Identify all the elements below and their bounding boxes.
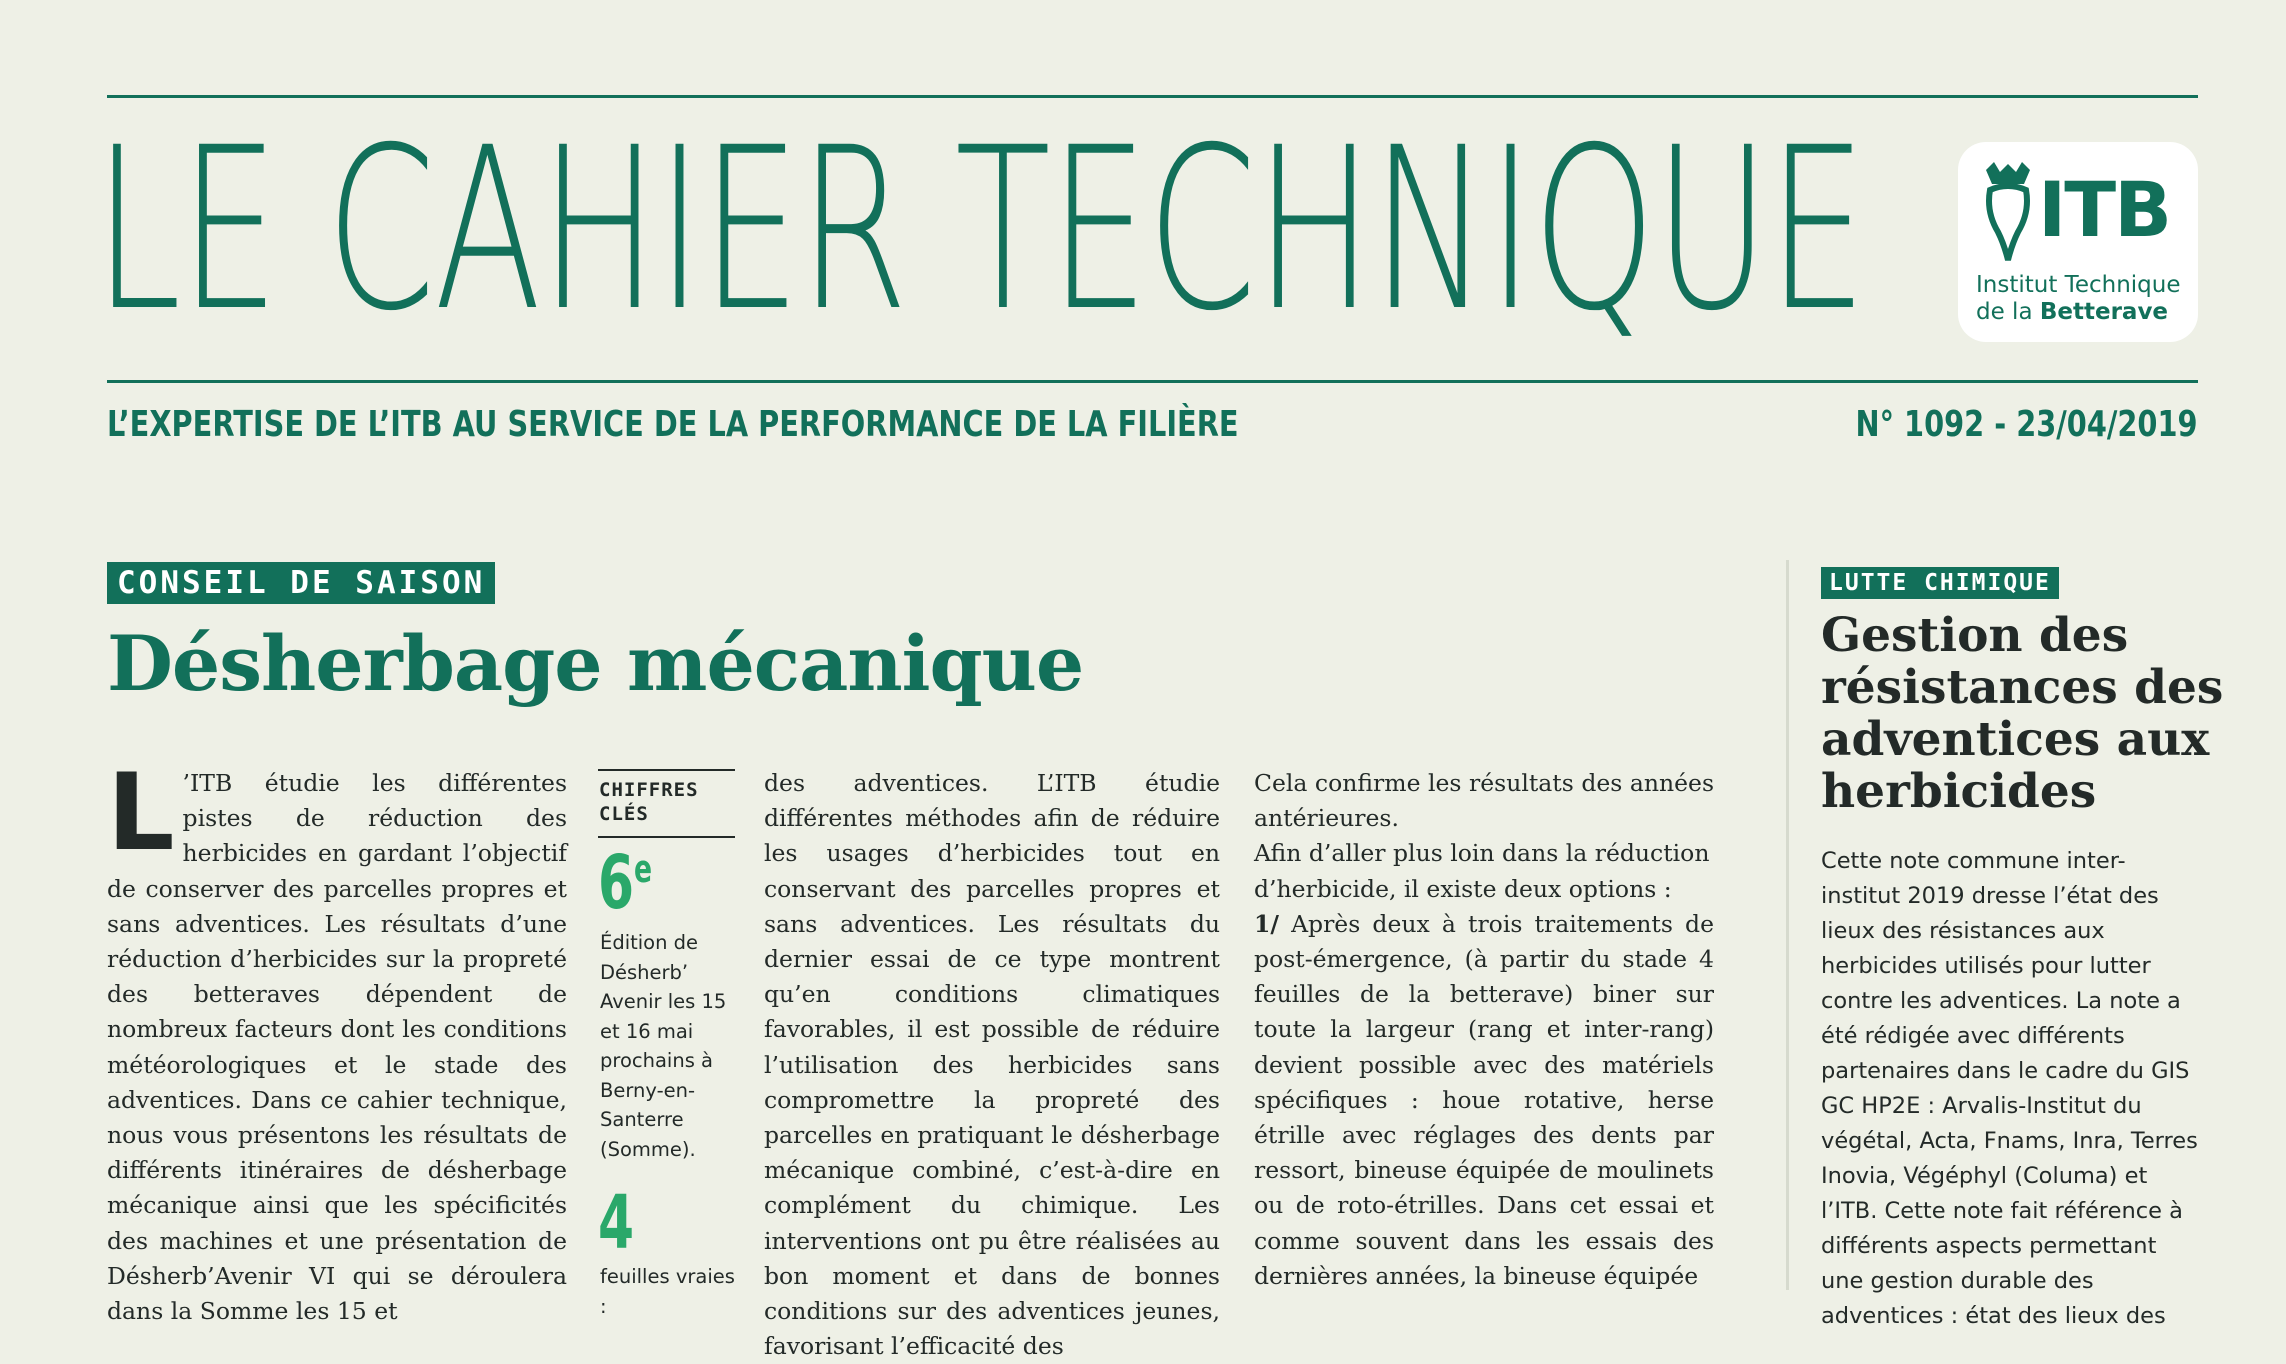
logo-line-2: [1976, 299, 2168, 325]
logo-acronym: ITB: [2038, 165, 2171, 254]
article-headline: Désherbage mécanique: [107, 619, 1084, 708]
key-figures-rule-top: [598, 769, 735, 771]
masthead-title: LE CAHIER TECHNIQUE: [94, 99, 1866, 360]
article-column-1: [107, 751, 567, 1329]
key-figure-text: Édition de Désherb’ Avenir les 15 et 16 mai prochains à Berny-en-Santerre (Somme).: [600, 931, 727, 1161]
sidebar-divider: [1786, 560, 1789, 1290]
key-figure-text: feuilles vraies :: [600, 1265, 735, 1318]
issue-number: N° 1092 - 23/04/2019: [1855, 404, 2198, 445]
key-figure-number: [598, 1180, 635, 1266]
sidebar-text: Cette note commune inter-institut 2019 dresse l’état des lieux des résistances aux herbicides utilisés pour lutter contre les adventices. La note a été rédigée avec différents partenaires dans le cadre du GIS GC HP2E : Arvalis-Institut du végétal, Acta, Fnams, Inra, Terres Inovia, Végéphyl (Columa) et l’ITB. Cette note fait référence à différents aspects permettant une gestion durable des adventices : état des lieux des: [1821, 848, 2198, 1329]
logo-line-1: Institut Technique: [1976, 272, 2181, 298]
tagline: L’EXPERTISE DE L’ITB AU SERVICE DE LA PERFORMANCE DE LA FILIÈRE: [107, 404, 1239, 445]
key-figure-suffix: e: [634, 847, 653, 891]
column-3-paragraph: [1254, 907, 1714, 1294]
drop-cap: L: [107, 751, 175, 874]
column-1-text: ’ITB étudie les différentes pistes de réduction des herbicides en gardant l’objectif de conserver des parcelles propres et sans adventices. Les résultats d’une réduction d’herbicides sur la propreté des betteraves dépendent de nombreux facteurs dont les conditions météorologiques et le stade des adventices. Dans ce cahier technique, nous vous présentons les résultats de différents itinéraires de désherbage mécanique ainsi que les spécificités des machines et une présentation de Désherb’Avenir VI qui se déroulera dans la Somme les 15 et: [107, 769, 567, 1326]
key-figure-number: [598, 840, 653, 926]
beet-icon: [1978, 160, 2038, 270]
column-3-paragraph: Cela confirme les résultats des années antérieures.: [1254, 769, 1714, 833]
key-figure-value: 4: [598, 1180, 635, 1266]
column-3-paragraph: Afin d’aller plus loin dans la réduction d’herbicide, il existe deux options :: [1254, 839, 1710, 903]
itb-logo: [1958, 142, 2198, 342]
sidebar-title: Gestion des résistances des adventices aux herbicides: [1821, 608, 2224, 819]
column-3-paragraph-text: Après deux à trois traitements de post-émergence, (à partir du stade 4 feuilles de la betterave) biner sur toute la largeur (rang et inter-rang) devient possible avec des matériels spécifiques : houe rotative, herse étrille avec réglages des dents par ressort, bineuse équipée de moulinets ou de roto-étrilles. Dans cet essai et comme souvent dans les essais des dernières années, la bineuse équipée: [1254, 909, 1714, 1290]
article-column-3: [1254, 766, 1714, 1294]
sidebar-section-tag: LUTTE CHIMIQUE: [1821, 567, 2059, 599]
masthead-bottom-rule: [107, 380, 2198, 383]
key-figure-value: 6: [598, 840, 635, 926]
logo-line-2-prefix: de la: [1976, 299, 2040, 325]
list-marker: 1/: [1254, 909, 1279, 938]
top-rule: [107, 95, 2198, 98]
article-column-2: des adventices. L’ITB étudie différentes méthodes afin de réduire les usages d’herbicides tout en conservant des parcelles propres et sans adventices. Les résultats du dernier essai de ce type montrent qu’en conditions climatiques favorables, il est possible de réduire l’utilisation des herbicides sans compromettre la propreté des parcelles en pratiquant le désherbage mécanique combiné, c’est-à-dire en complément du chimique. Les interventions ont pu être réalisées au bon moment et dans de bonnes conditions sur des adventices jeunes, favorisant l’efficacité des: [764, 769, 1220, 1361]
key-figures-rule: [598, 836, 735, 838]
logo-line-2-bold: Betterave: [2039, 299, 2169, 325]
key-figures-title: CHIFFRES CLÉS: [599, 779, 699, 825]
section-tag: CONSEIL DE SAISON: [107, 562, 495, 604]
